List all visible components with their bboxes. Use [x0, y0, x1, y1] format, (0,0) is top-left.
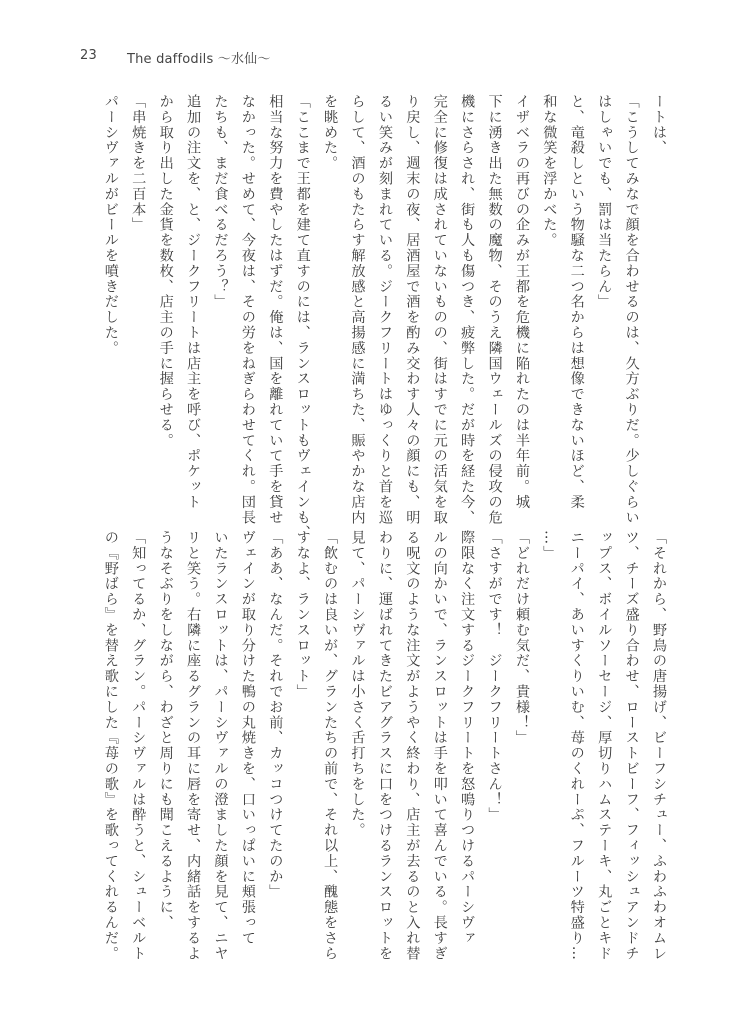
text-line: …」: [541, 530, 558, 561]
text-line: 相当な努力を費やしたはずだ。俺は、国を離れていて手を貸せ: [267, 94, 284, 526]
text-line: パーシヴァルがビールを噴きだした。: [102, 94, 119, 356]
text-block-top: [96, 94, 672, 541]
text-line: 「知ってるか、グラン。パーシヴァルは酔うと、シューベルト: [130, 530, 147, 962]
text-line: 下に湧き出た無数の魔物、そのうえ隣国ウェールズの侵攻の危: [486, 94, 503, 526]
text-line: 見て、パーシヴァルは小さく舌打ちをした。: [349, 530, 366, 838]
chapter-title: The daffodils ～水仙～: [126, 52, 271, 67]
text-line: わりに、運ばれてきたビアグラスに口をつけるランスロットを: [376, 530, 393, 962]
text-line: ツ、チーズ盛り合わせ、ローストビーフ、フィッシュアンドチ: [623, 530, 640, 962]
text-line: 和な微笑を浮かべた。: [541, 94, 558, 248]
text-line: 「ああ、なんだ。それでお前、カッコつけてたのか」: [267, 530, 284, 900]
text-line: る呪文のような注文がようやく終わり、店主が去るのと入れ替: [404, 530, 421, 962]
text-line: ニーパイ、あいすくりいむ、苺のくれーぷ、フルーツ特盛り…: [568, 530, 585, 962]
text-line: るい笑みが刻まれている。ジークフリートはゆっくりと首を巡: [376, 94, 393, 526]
text-line: らして、酒のもたらす解放感と高揚感に満ちた、賑やかな店内: [349, 94, 366, 526]
text-line: 機にさらされ、街も人も傷つき、疲弊した。だが時を経た今、: [459, 94, 476, 526]
text-block-bottom: [96, 530, 672, 962]
text-line: の『野ばら』を替え歌にした『苺の歌』を歌ってくれるんだ。: [102, 530, 119, 962]
text-line: 「飲むのは良いが、グランたちの前で、それ以上、醜態をさら: [322, 530, 339, 962]
text-line: いたランスロットは、パーシヴァルの澄ました顔を見て、ニヤ: [212, 530, 229, 962]
text-line: 「さすがです！ ジークフリートさん！」: [486, 530, 503, 823]
text-line: 「串焼きを二百本」: [130, 94, 147, 233]
text-line: たちも、まだ食べるだろう？」: [212, 94, 229, 310]
text-line: 「こうしてみなで顔を合わせるのは、久方ぶりだ。少しぐらい: [623, 94, 640, 526]
text-line: なかった。せめて、今夜は、その労をねぎらわせてくれ。団長: [239, 94, 256, 526]
text-line: リと笑う。右隣に座るグランの耳に唇を寄せ、内緒話をするよ: [185, 530, 202, 962]
text-line: から取り出した金貨を数枚、店主の手に握らせる。: [157, 94, 174, 449]
text-line: 完全に修復は成されていないものの、街はすでに元の活気を取: [431, 94, 448, 526]
text-line: 際限なく注文するジークフリートを怒鳴りつけるパーシヴァ: [459, 530, 476, 946]
page-header: [80, 48, 271, 67]
text-line: を眺めた。: [322, 94, 339, 171]
text-line: うなそぶりをしながら、わざと周りにも聞こえるように、: [157, 530, 174, 931]
text-line: 「どれだけ頼む気だ、貴様！」: [513, 530, 530, 746]
text-line: ルの向かいで、ランスロットは手を叩いて喜んでいる。長すぎ: [431, 530, 448, 962]
text-line: すなよ、ランスロット」: [294, 530, 311, 700]
text-line: ートは、: [651, 94, 667, 156]
page-number: 23: [80, 48, 97, 63]
text-line: り戻し、週末の夜、居酒屋で酒を酌み交わす人々の顔にも、明: [404, 94, 421, 526]
text-line: ップス、ボイルソーセージ、厚切りハムステーキ、丸ごとキド: [596, 530, 613, 962]
text-line: 「それから、野鳥の唐揚げ、ビーフシチュー、ふわふわオムレ: [651, 530, 667, 962]
text-line: 「ここまで王都を建て直すのには、ランスロットもヴェインも、: [294, 94, 311, 541]
text-line: 追加の注文を、と、ジークフリートは店主を呼び、ポケット: [185, 94, 202, 510]
text-line: ヴェインが取り分けた鴨の丸焼きを、口いっぱいに頬張って: [239, 530, 256, 946]
text-line: はしゃいでも、罰は当たらん」: [596, 94, 613, 310]
text-line: と、竜殺しという物騒な二つ名からは想像できないほど、柔: [568, 94, 585, 510]
text-line: イザベラの再びの企みが王都を危機に陥れたのは半年前。城: [513, 94, 530, 510]
